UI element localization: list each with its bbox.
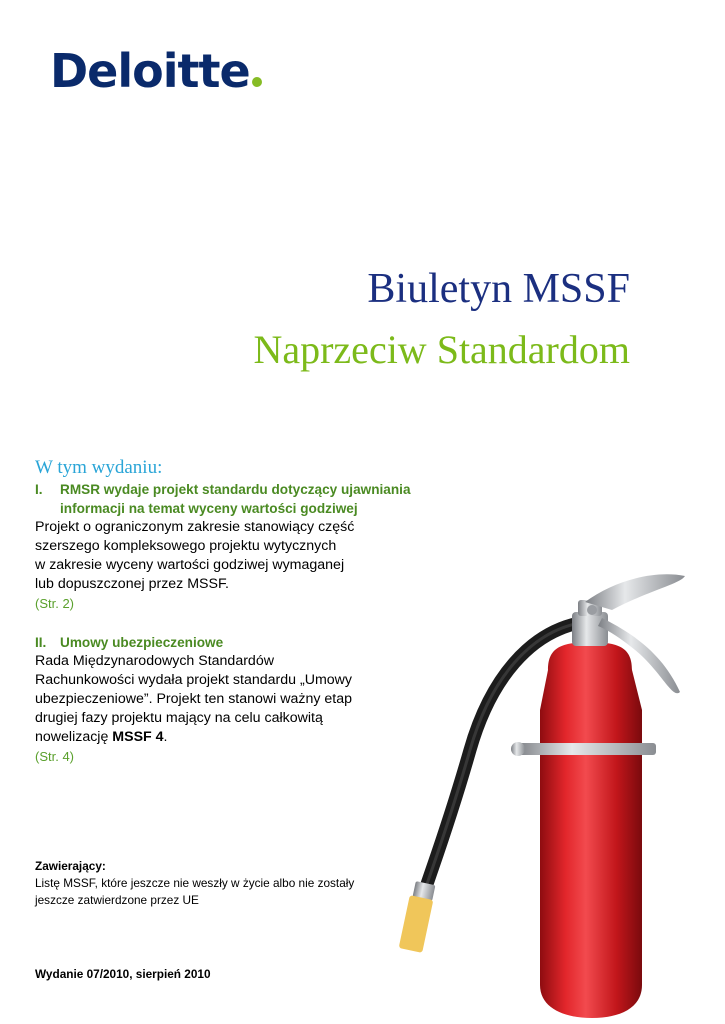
brand-name: Deloitte bbox=[50, 44, 250, 98]
item-number: I. bbox=[35, 482, 43, 497]
item-line bbox=[35, 728, 415, 747]
item-title bbox=[35, 480, 415, 518]
spacer bbox=[35, 613, 415, 633]
contents-section bbox=[35, 458, 415, 766]
includes-label: Zawierający: bbox=[35, 859, 106, 873]
edition-info: Wydanie 07/2010, sierpień 2010 bbox=[35, 967, 211, 981]
item-number: II. bbox=[35, 635, 47, 650]
page-title: Biuletyn MSSF bbox=[367, 266, 630, 312]
deloitte-logo bbox=[50, 44, 262, 98]
item-title bbox=[35, 633, 415, 652]
item-line: Projekt o ograniczonym zakresie stanowiący część bbox=[35, 519, 355, 535]
item-line: szerszego kompleksowego projektu wytycznych bbox=[35, 538, 337, 554]
item-line: ubezpieczeniowe”. Projekt ten stanowi ważny etap bbox=[35, 691, 353, 707]
item-line: Rada Międzynarodowych Standardów bbox=[35, 653, 274, 669]
item-title-text: Umowy ubezpieczeniowe bbox=[60, 635, 224, 650]
includes-section bbox=[35, 858, 395, 909]
logo-dot-icon bbox=[252, 77, 262, 87]
contents-item-2 bbox=[35, 633, 415, 766]
item-page-ref: (Str. 2) bbox=[35, 596, 75, 611]
item-line-end: . bbox=[163, 729, 168, 745]
standard-ref: MSSF 4 bbox=[112, 729, 164, 745]
item-page-ref: (Str. 4) bbox=[35, 749, 75, 764]
contents-item-1 bbox=[35, 480, 415, 613]
page-subtitle: Naprzeciw Standardom bbox=[253, 327, 630, 372]
item-line-text: nowelizację bbox=[35, 729, 113, 745]
item-line: Rachunkowości wydała projekt standardu „Umowy bbox=[35, 672, 352, 688]
item-line: w zakresie wyceny wartości godziwej wymaganej bbox=[35, 557, 345, 573]
includes-line: jeszcze zatwierdzone przez UE bbox=[35, 893, 199, 907]
fire-extinguisher-icon bbox=[380, 560, 710, 1020]
contents-heading: W tym wydaniu: bbox=[35, 457, 163, 478]
item-title-text: RMSR wydaje projekt standardu dotyczący ujawniania informacji na temat wyceny wartości godziwej bbox=[60, 482, 411, 516]
item-line: lub dopuszczonej przez MSSF. bbox=[35, 576, 229, 592]
item-line: drugiej fazy projektu mający na celu całkowitą bbox=[35, 710, 323, 726]
includes-line: Listę MSSF, które jeszcze nie weszły w życie albo nie zostały bbox=[35, 876, 355, 890]
